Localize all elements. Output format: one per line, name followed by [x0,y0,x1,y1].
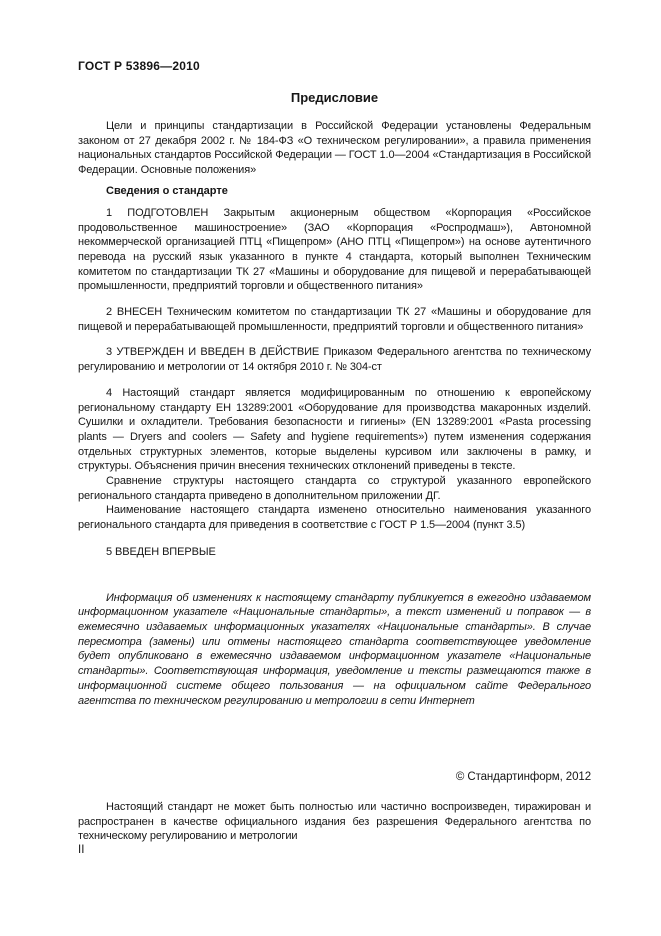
standard-info-item-1: 1 ПОДГОТОВЛЕН Закрытым акционерным обществом «Корпорация «Российское продовольственное машиностроение» (ЗАО «Корпорация «Роспродмаш»), Автономной некоммерческой организацией ПТЦ «Пищепром» (АНО ПТЦ «Пищепром») на основе аутентичного перевода на русский язык указанного в пункте 4 стандарта, который выполнен Техническим комитетом по стандартизации ТК 27 «Машины и оборудование для пищевой и перерабатывающей промышленности, предприятий торговли и общественного питания» [78,206,591,293]
standard-designation: ГОСТ Р 53896—2010 [78,59,200,73]
page-number: II [78,844,85,856]
amendments-note: Информация об изменениях к настоящему стандарту публикуется в ежегодно издаваемом информационном указателе «Национальные стандарты», а текст изменений и поправок — в ежемесячно издаваемых информационных указателях «Национальные стандарты». В случае пересмотра (замены) или отмены настоящего стандарта соответствующее уведомление будет опубликовано в ежемесячно издаваемом информационном указателе «Национальные стандарты». Соответствующая информация, уведомление и тексты размещаются также в информационной системе общего пользования — на официальном сайте Федерального агентства по техническом регулированию и метрологии в сети Интернет [78,591,591,707]
reproduction-restriction-note: Настоящий стандарт не может быть полностью или частично воспроизведен, тиражирован и распространен в качестве официального издания без разрешения Федерального агентства по техническому регулированию и метрологии [78,801,591,843]
page-title: Предисловие [290,90,379,105]
item4-paragraph-3: Наименование настоящего стандарта изменено относительно наименования указанного регионального стандарта для приведения в соответствие с ГОСТ Р 1.5—2004 (пункт 3.5) [78,504,591,532]
standard-info-item-4 [78,386,591,533]
standard-info-heading: Сведения о стандарте [106,184,228,197]
item4-paragraph-1: 4 Настоящий стандарт является модифицированным по отношению к европейскому региональному стандарту ЕН 13289:2001 «Оборудование для производства макаронных изделий. Сушилки и охладители. Требования безопасности и гигиены» (EN 13289:2001 «Pasta processing plants — Dryers and coolers — Safety and hygiene requirements») путем изменения содержания отдельных структурных элементов, которые выделены курсивом или заключены в рамку, и структуры. Объяснения причин внесения технических отклонений приведены в тексте. [78,386,591,473]
copyright-notice: © Стандартинформ, 2012 [455,771,591,783]
intro-paragraph: Цели и принципы стандартизации в Российской Федерации установлены Федеральным законом от 27 декабря 2002 г. № 184-ФЗ «О техническом регулировании», а правила применения национальных стандартов Российской Федерации — ГОСТ 1.0—2004 «Стандартизация в Российской Федерации. Основные положения» [78,120,591,177]
standard-info-item-3: 3 УТВЕРЖДЕН И ВВЕДЕН В ДЕЙСТВИЕ Приказом Федерального агентства по техническому регулированию и метрологии от 14 октября 2010 г. № 304-ст [78,346,591,374]
item4-paragraph-2: Сравнение структуры настоящего стандарта со структурой указанного европейского регионального стандарта приведено в дополнительном приложении ДГ. [78,475,591,502]
standard-info-item-2: 2 ВНЕСЕН Техническим комитетом по стандартизации ТК 27 «Машины и оборудование для пищевой и перерабатывающей промышленности, предприятий торговли и общественного питания» [78,306,591,333]
page-content [78,59,591,708]
standard-info-item-5: 5 ВВЕДЕН ВПЕРВЫЕ [106,545,216,558]
